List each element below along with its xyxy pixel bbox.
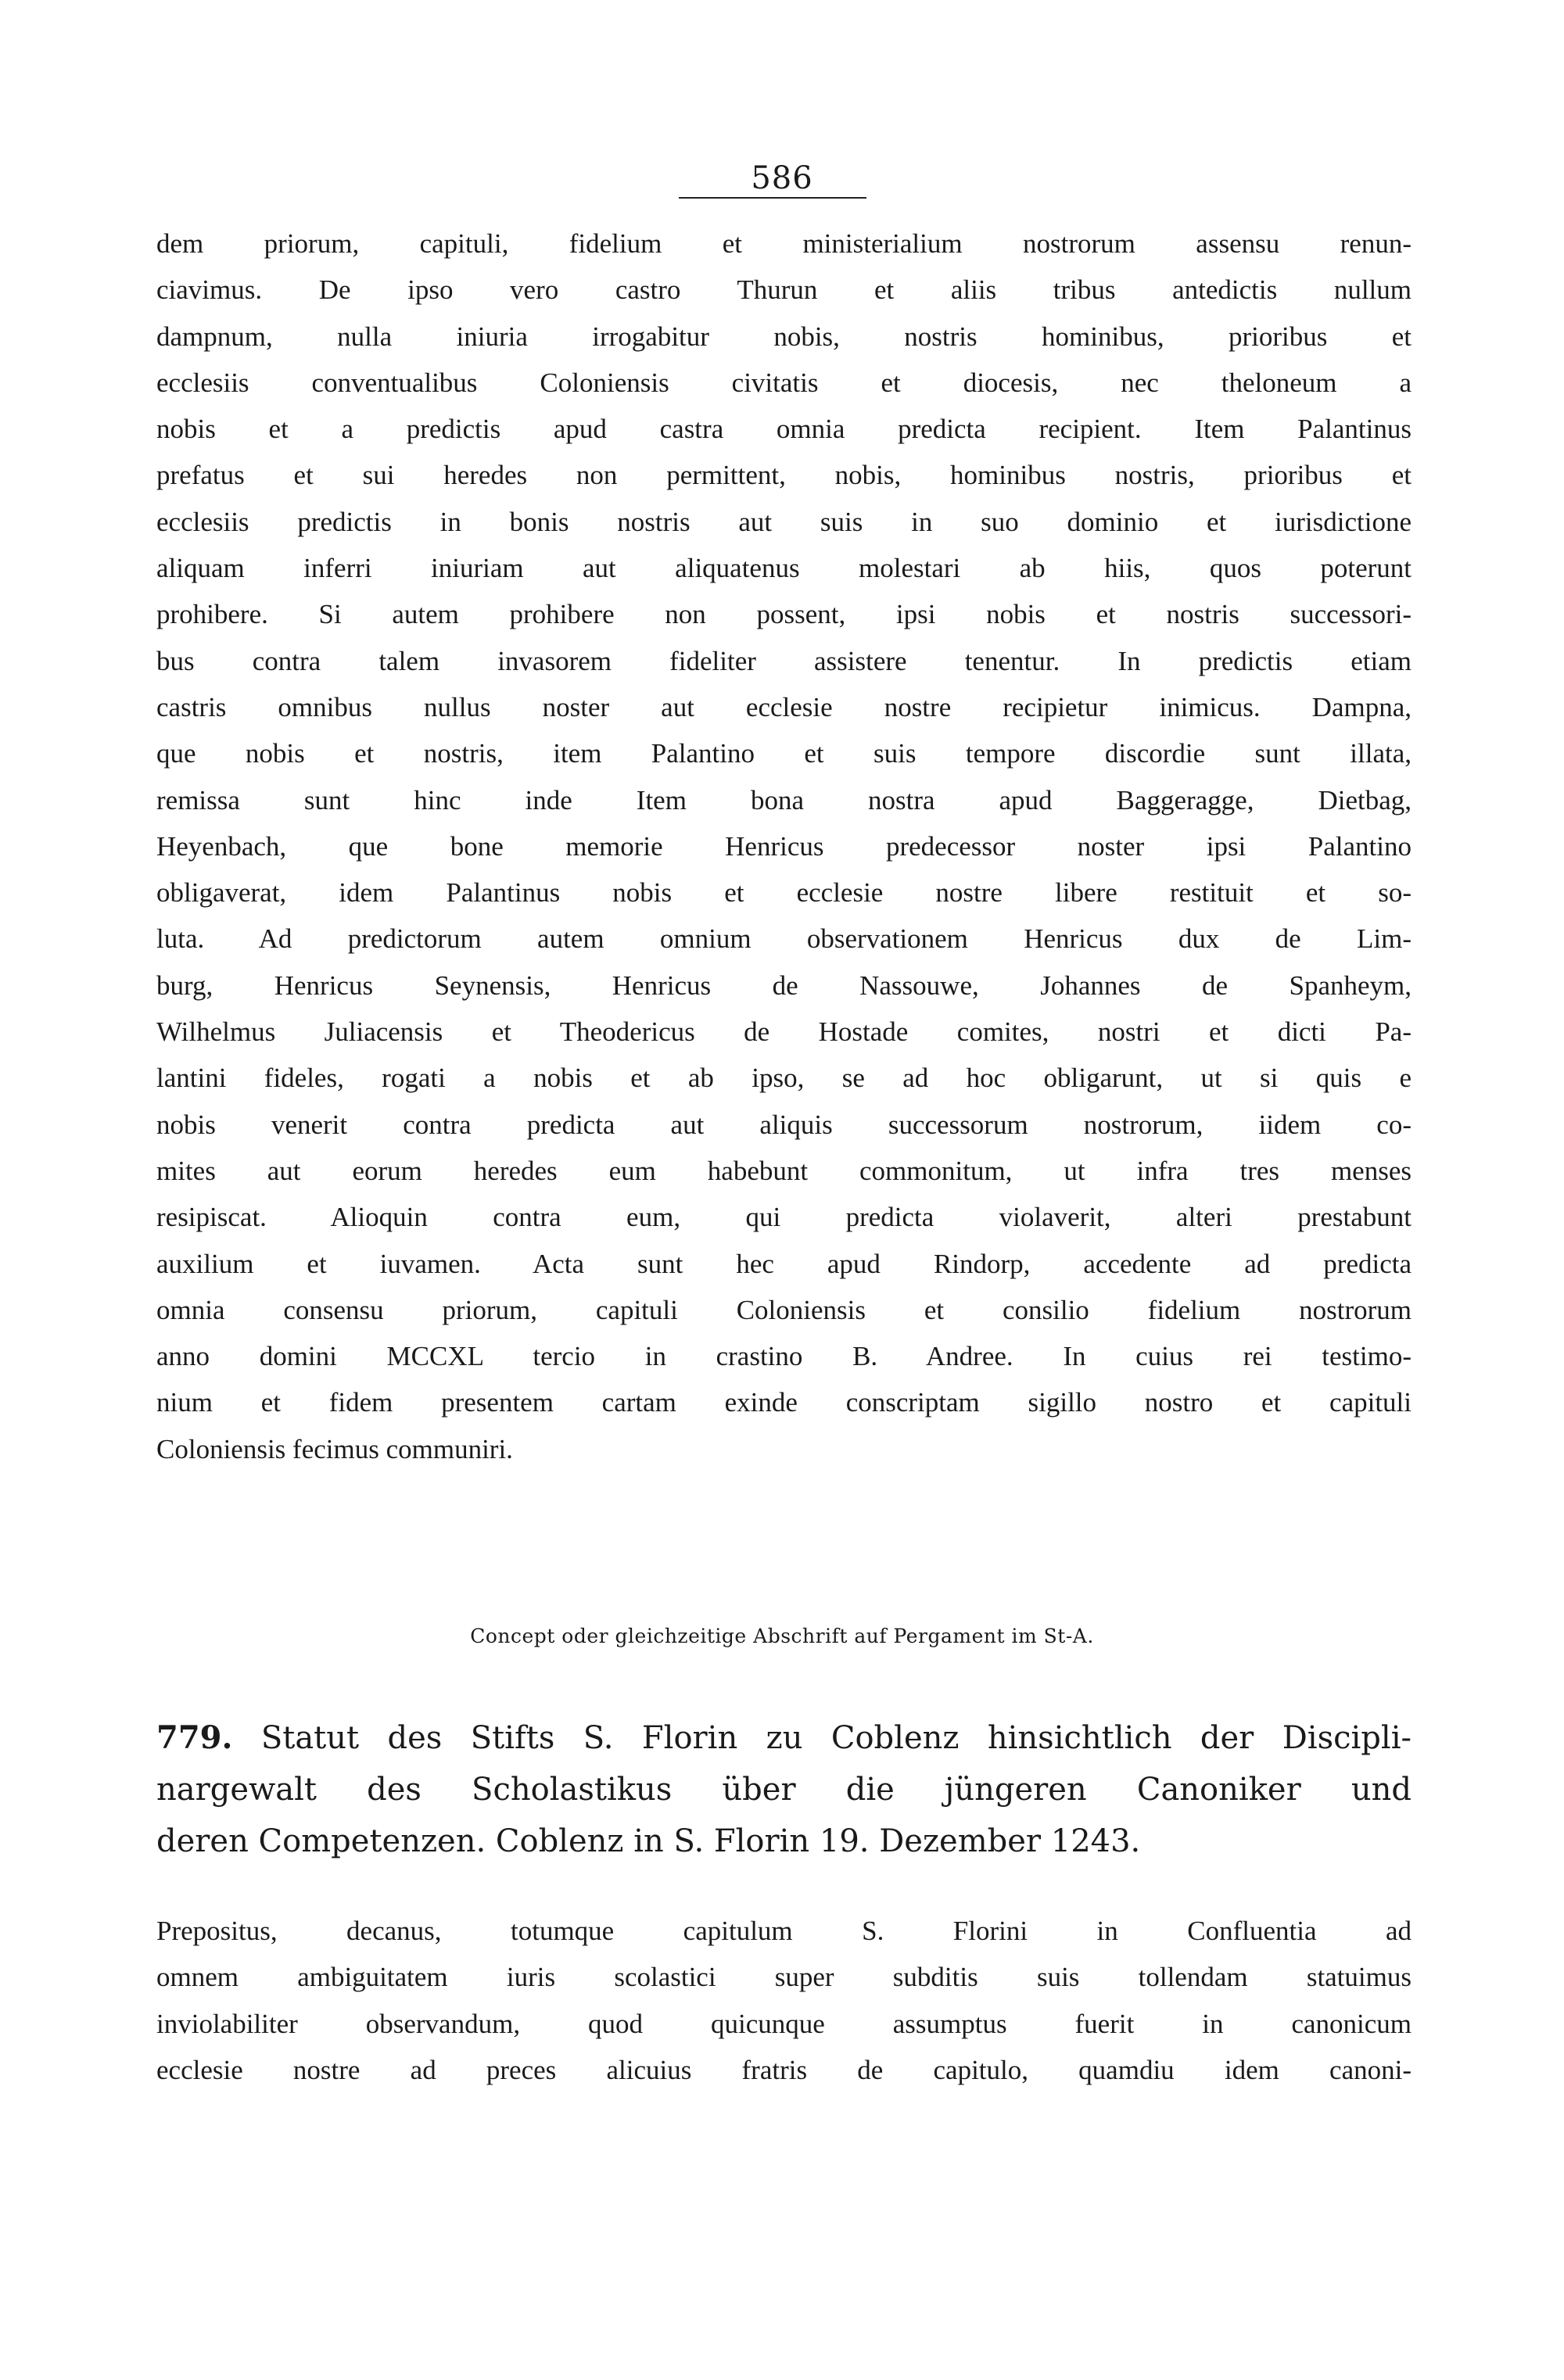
heading-title-line: Statut des Stifts S. Florin zu Coblenz hinsichtlich der Discipli- xyxy=(260,1720,1412,1756)
text-line: Prepositus, decanus, totumque capitulum S. Florini in Confluentia ad xyxy=(156,1916,1412,1946)
text-line: obligaverat, idem Palantinus nobis et ecclesie nostre libere restituit et so- xyxy=(156,877,1412,909)
text-line: dem priorum, capituli, fidelium et ministerialium nostrorum assensu renun- xyxy=(156,228,1412,259)
text-line: omnem ambiguitatem iuris scolastici super subditis suis tollendam statuimus xyxy=(156,1962,1412,1993)
text-line: dampnum, nulla iniuria irrogabitur nobis, nostris hominibus, prioribus et xyxy=(156,321,1412,352)
text-line: castris omnibus nullus noster aut ecclesie nostre recipietur inimicus. Dampna, xyxy=(156,691,1412,722)
text-line: nobis venerit contra predicta aut aliquis successorum nostrorum, iidem co- xyxy=(156,1109,1412,1140)
text-line: omnia consensu priorum, capituli Coloniensis et consilio fidelium nostrorum xyxy=(156,1294,1412,1325)
text-line: mites aut eorum heredes eum habebunt commonitum, ut infra tres menses xyxy=(156,1155,1412,1186)
text-line: resipiscat. Alioquin contra eum, qui predicta violaverit, alteri prestabunt xyxy=(156,1202,1412,1233)
text-line: ecclesiis conventualibus Coloniensis civitatis et diocesis, nec theloneum a xyxy=(156,367,1412,398)
text-line: que nobis et nostris, item Palantino et suis tempore discordie sunt illata, xyxy=(156,738,1412,769)
text-line: ciavimus. De ipso vero castro Thurun et aliis tribus antedictis nullum xyxy=(156,274,1412,306)
text-line: prohibere. Si autem prohibere non possent, ipsi nobis et nostris successori- xyxy=(156,599,1412,630)
text-line: anno domini MCCXL tercio in crastino B. Andree. In cuius rei testimo- xyxy=(156,1341,1412,1372)
text-line: Coloniensis fecimus communiri. xyxy=(156,1433,513,1464)
text-line: Heyenbach, que bone memorie Henricus predecessor noster ipsi Palantino xyxy=(156,830,1412,862)
text-line: nobis et a predictis apud castra omnia predicta recipient. Item Palantinus xyxy=(156,414,1412,445)
text-line: bus contra talem invasorem fideliter assistere tenentur. In predictis etiam xyxy=(156,645,1412,676)
text-line: burg, Henricus Seynensis, Henricus de Nassouwe, Johannes de Spanheym, xyxy=(156,970,1412,1001)
heading-title-line: deren Competenzen. Coblenz in S. Florin 19. Dezember 1243. xyxy=(156,1823,1141,1859)
text-line: prefatus et sui heredes non permittent, nobis, hominibus nostris, prioribus et xyxy=(156,460,1412,491)
text-line: lantini fideles, rogati a nobis et ab ipso, se ad hoc obligarunt, ut si quis e xyxy=(156,1063,1412,1094)
text-line: Wilhelmus Juliacensis et Theodericus de Hostade comites, nostri et dicti Pa- xyxy=(156,1016,1412,1048)
text-line: auxilium et iuvamen. Acta sunt hec apud Rindorp, accedente ad predicta xyxy=(156,1248,1412,1279)
text-line: inviolabiliter observandum, quod quicunque assumptus fuerit in canonicum xyxy=(156,2008,1412,2039)
document-number: 779. xyxy=(156,1719,233,1756)
text-line: ecclesie nostre ad preces alicuius fratris de capitulo, quamdiu idem canoni- xyxy=(156,2054,1412,2085)
text-line: aliquam inferri iniuriam aut aliquatenus molestari ab hiis, quos poterunt xyxy=(156,553,1412,584)
document-778-continuation xyxy=(156,220,1412,1472)
page-number: 586 xyxy=(751,160,813,196)
source-note: Concept oder gleichzeitige Abschrift auf Pergament im St-A. xyxy=(470,1625,1094,1647)
text-line: luta. Ad predictorum autem omnium observationem Henricus dux de Lim- xyxy=(156,923,1412,955)
page-number-rule xyxy=(679,197,866,199)
text-line: remissa sunt hinc inde Item bona nostra apud Baggeragge, Dietbag, xyxy=(156,784,1412,815)
text-line: ecclesiis predictis in bonis nostris aut suis in suo dominio et iurisdictione xyxy=(156,506,1412,537)
document-779-heading xyxy=(156,1712,1412,1867)
heading-title-line: nargewalt des Scholastikus über die jüngeren Canoniker und xyxy=(156,1772,1412,1808)
document-779-text xyxy=(156,1908,1412,2093)
text-line: nium et fidem presentem cartam exinde conscriptam sigillo nostro et capituli xyxy=(156,1387,1412,1418)
